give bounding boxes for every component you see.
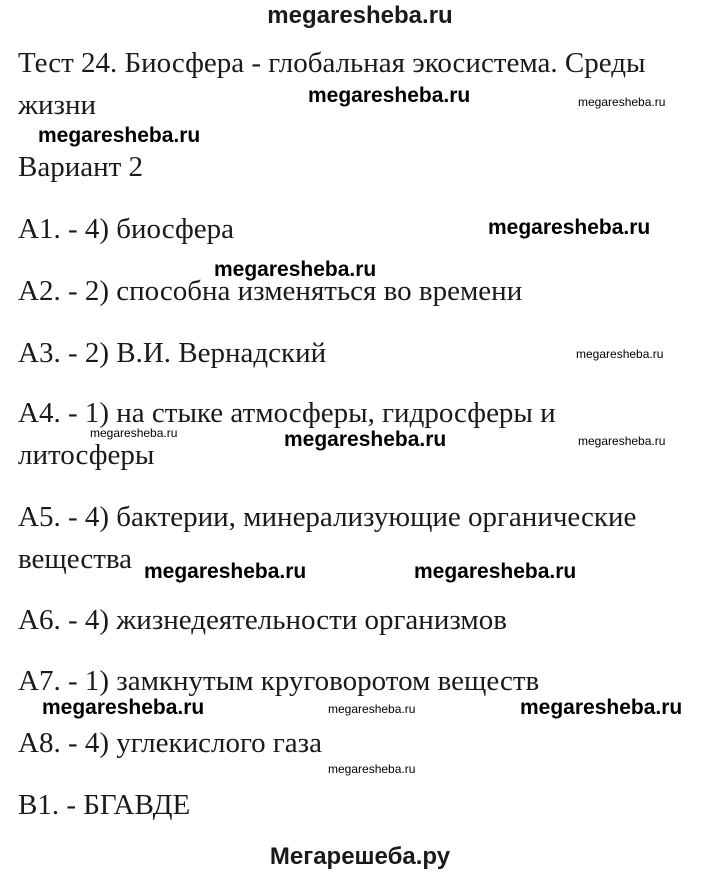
answer-a5-line-2: вещества bbox=[18, 543, 133, 575]
answer-a2: А2. - 2) способна изменяться во времени bbox=[18, 275, 523, 307]
watermark: megaresheba.ru bbox=[328, 702, 416, 716]
watermark: megaresheba.ru bbox=[520, 696, 683, 719]
answer-a1: А1. - 4) биосфера bbox=[18, 213, 235, 245]
watermark: megaresheba.ru bbox=[578, 434, 666, 448]
watermark: megaresheba.ru bbox=[414, 560, 577, 583]
answer-a6: А6. - 4) жизнедеятельности организмов bbox=[18, 604, 507, 636]
watermark: megaresheba.ru bbox=[578, 95, 666, 109]
header-site-name: megaresheba.ru bbox=[267, 2, 453, 29]
watermark: megaresheba.ru bbox=[488, 216, 651, 239]
watermark: megaresheba.ru bbox=[308, 84, 471, 107]
answer-b1: В1. - БГАВДЕ bbox=[18, 789, 191, 821]
watermark: megaresheba.ru bbox=[42, 696, 205, 719]
watermark: megaresheba.ru bbox=[38, 124, 201, 147]
answer-a4-line-2: литосферы bbox=[18, 439, 155, 471]
test-title-line-1: Тест 24. Биосфера - глобальная экосистема. Среды bbox=[18, 47, 646, 79]
watermark: megaresheba.ru bbox=[284, 428, 447, 451]
answer-a7: А7. - 1) замкнутым круговоротом веществ bbox=[18, 665, 540, 697]
watermark: megaresheba.ru bbox=[214, 258, 377, 281]
watermark: megaresheba.ru bbox=[90, 426, 178, 440]
footer-site-name: Мегарешеба.ру bbox=[269, 843, 451, 870]
test-title-line-2: жизни bbox=[18, 89, 97, 121]
answer-a4-line-1: А4. - 1) на стыке атмосферы, гидросферы и bbox=[18, 397, 556, 429]
answer-a5-line-1: А5. - 4) бактерии, минерализующие органические bbox=[18, 501, 637, 533]
watermark: megaresheba.ru bbox=[144, 560, 307, 583]
variant-label: Вариант 2 bbox=[18, 151, 144, 183]
watermark: megaresheba.ru bbox=[576, 347, 664, 361]
answer-a8: А8. - 4) углекислого газа bbox=[18, 727, 322, 759]
answer-a3: А3. - 2) В.И. Вернадский bbox=[18, 337, 327, 369]
watermark: megaresheba.ru bbox=[328, 762, 416, 776]
